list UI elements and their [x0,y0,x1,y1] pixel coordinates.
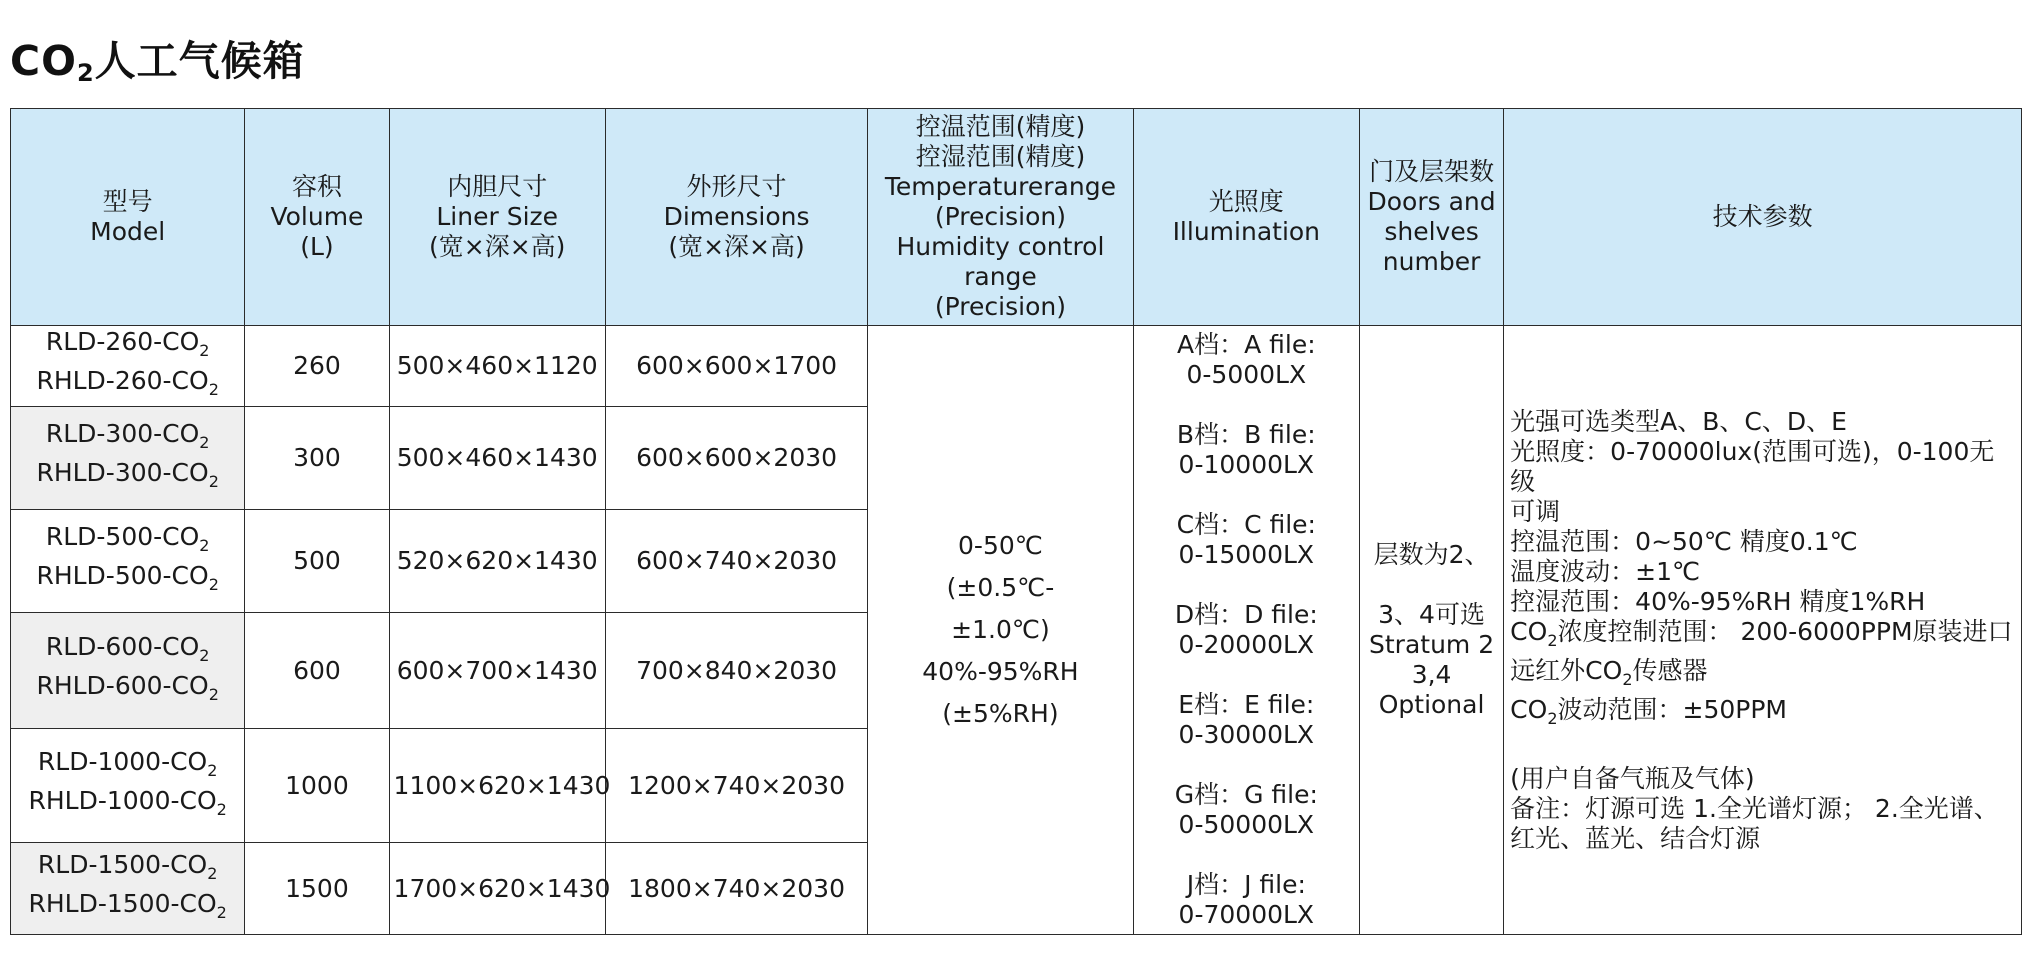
dims-cell: 600×740×2030 [605,510,867,613]
spec-table [10,108,2022,935]
liner-cell: 500×460×1120 [389,326,605,407]
header-liner-size: 内胆尺寸 Liner Size (宽×深×高) [389,109,605,326]
params-cell: 光强可选类型A、B、C、D、E 光照度：0-70000lux(范围可选)，0-100无级 可调 控温范围：0~50℃ 精度0.1℃ 温度波动：±1℃ 控湿范围：40%-95%RH 精度1%RH $CO_2$浓度控制范围： 200-6000PPM原装进口 远红外$CO_2$传感器 $CO_2$波动范围：±50PPM (用户自备气瓶及气体) 备注：灯源可选 1.全光谱灯源； 2.全光谱、 红光、蓝光、结合灯源 [1504,326,2022,935]
liner-cell: 500×460×1430 [389,407,605,510]
header-volume: 容积 Volume (L) [245,109,389,326]
header-control-range: 控温范围(精度) 控湿范围(精度) Temperaturerange (Precision) Humidity control range (Precision) [868,109,1133,326]
liner-cell: 1700×620×1430 [389,843,605,935]
doors-cell: 层数为2、 3、4可选 Stratum 2 3,4 Optional [1359,326,1503,935]
control-range-cell: 0-50℃ (±0.5℃- ±1.0℃) 40%-95%RH (±5%RH) [868,326,1133,935]
model-cell: RLD-$1500-CO_2$ RHLD-$1500-CO_2$ [11,843,245,935]
liner-cell: 1100×620×1430 [389,729,605,843]
volume-cell: 500 [245,510,389,613]
header-illumination: 光照度 Illumination [1133,109,1359,326]
volume-cell: 260 [245,326,389,407]
header-model: 型号 Model [11,109,245,326]
header-dimensions: 外形尺寸 Dimensions (宽×深×高) [605,109,867,326]
liner-cell: 520×620×1430 [389,510,605,613]
volume-cell: 1500 [245,843,389,935]
model-cell: RLD-$1000-CO_2$ RHLD-$1000-CO_2$ [11,729,245,843]
illumination-cell: A档：A file: 0-5000LX B档：B file: 0-10000LX C档：C file: 0-15000LX D档：D file: 0-20000LX E档：E file: 0-30000LX G档：G file: 0-50000LX J档：J file: 0-70000LX [1133,326,1359,935]
header-row [11,109,2022,326]
page-title: $CO_2$人工气候箱 [10,37,305,87]
volume-cell: 600 [245,613,389,729]
model-cell: RLD-$260-CO_2$ RHLD-$260-CO_2$ [11,326,245,407]
dims-cell: 700×840×2030 [605,613,867,729]
header-params: 技术参数 [1504,109,2022,326]
liner-cell: 600×700×1430 [389,613,605,729]
header-doors: 门及层架数 Doors and shelves number [1359,109,1503,326]
dims-cell: 1200×740×2030 [605,729,867,843]
volume-cell: 1000 [245,729,389,843]
model-cell: RLD-$300-CO_2$ RHLD-$300-CO_2$ [11,407,245,510]
table-row [11,326,2022,407]
model-cell: RLD-$600-CO_2$ RHLD-$600-CO_2$ [11,613,245,729]
dims-cell: 1800×740×2030 [605,843,867,935]
dims-cell: 600×600×1700 [605,326,867,407]
volume-cell: 300 [245,407,389,510]
dims-cell: 600×600×2030 [605,407,867,510]
model-cell: RLD-$500-CO_2$ RHLD-$500-CO_2$ [11,510,245,613]
